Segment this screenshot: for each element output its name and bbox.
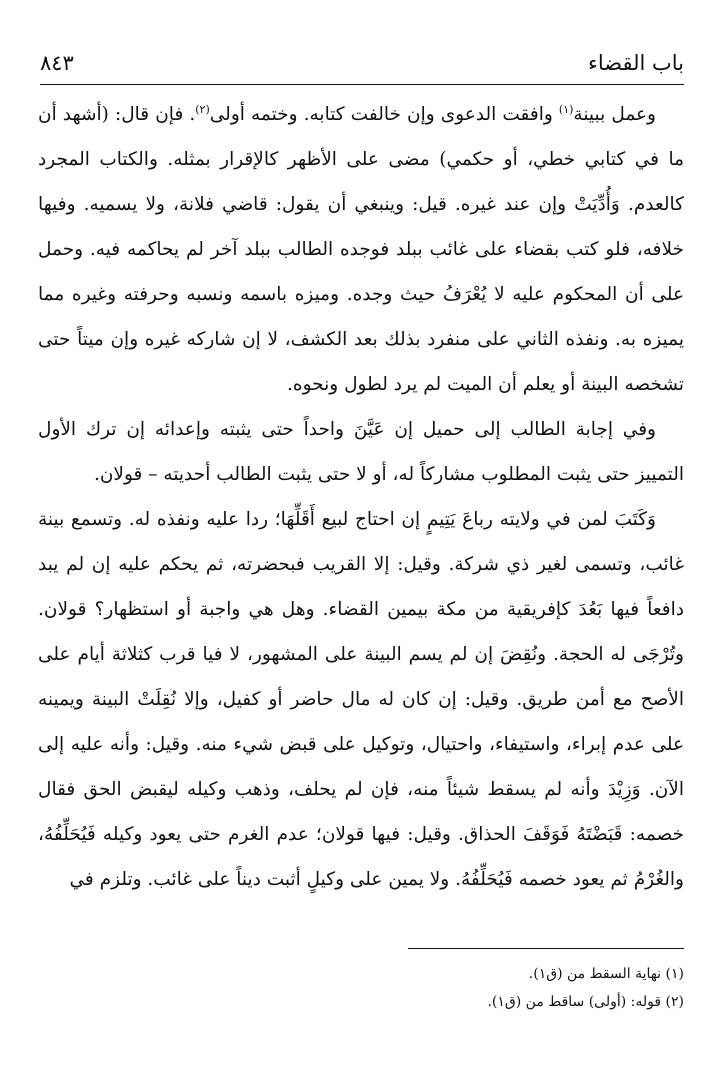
paragraph-3: وَكَتَبَ لمن في ولايته رباعَ يَتِيمٍ إن احتاج لبيع أَقَلِّهَا؛ ردا عليه ونفذه له. وتسمع بينة غائب، وتسمى لغير ذي شركة. وقيل: إلا القريب فبحضرته، ثم يحكم عليه إن لم يبد دافعاً فيها بَعُدَ كإفريقية من مكة بيمين القضاء. وهل هي واجبة أو استظهار؟ قولان. وتُرْجَى له الحجة. ونُقِضَ إن لم يسم البينة على المشهور، لا فيا قرب كثلاثة أيام على الأصح مع أمن طريق. وقيل: إن كان له مال حاضر أو كفيل، وإلا نُقِلَتْ البينة ويمينه على عدم إبراء، واستيفاء، واحتيال، وتوكيل على قبض شيء منه. وقيل: وأنه عليه إلى الآن. وَزِيْدَ وأنه لم يسقط شيئاً منه، فإن لم يحلف، وذهب وكيله ليقبض الحق فقال خصمه: قَبَضْتَهُ فَوَقَفَ الحذاق. وقيل: فيها قولان؛ عدم الغرم حتى يعود وكيله فَيُحَلِّفُهُ، والغُرْمُ ثم يعود خصمه فَيُحَلِّفُهُ. ولا يمين على وكيلٍ أثبت ديناً على غائب. وتلزم في xyxy=(38,509,684,890)
running-header xyxy=(40,46,684,80)
footnote-ref-2: (٢) xyxy=(195,102,210,116)
paragraph-1-start: وعمل ببينة xyxy=(573,104,656,125)
footnote-rule xyxy=(408,948,684,949)
chapter-title: باب القضاء xyxy=(587,51,684,75)
footnotes xyxy=(300,960,684,1016)
page-number: ٨٤٣ xyxy=(40,51,74,75)
footnote-1: (١) نهاية السقط من (ق١). xyxy=(528,966,684,982)
main-text xyxy=(38,92,684,902)
paragraph-1 xyxy=(38,92,684,407)
footnote-ref-1: (١) xyxy=(558,102,574,116)
paragraph-1-middle: وافقت الدعوى وإن خالفت كتابه. وختمه أولى xyxy=(209,104,559,125)
footnote-2: (٢) قوله: (أولى) ساقط من (ق١). xyxy=(487,994,684,1010)
paragraph-1-end: . فإن قال: (أشهد أن ما في كتابي خطي، أو حكمي) مضى على الأظهر كالإقرار بمثله. والكتاب المجرد كالعدم. وَأُدِّيَتْ وإن عند غيره. قيل: وينبغي أن يقول: قاضي فلانة، ولا يسميه. وفيها خلافه، فلو كتب بقضاء على غائب ببلد فوجده الطالب ببلد آخر لم يحاكمه فيه. وحمل على أن المحكوم عليه لا يُعْرَفُ حيث وجده. وميزه باسمه ونسبه وحرفته وغيره مما يميزه به. ونفذه الثاني على منفرد بذلك بعد الكشف، لا إن شاركه غيره وإن ميتاً حتى تشخصه البينة أو يعلم أن الميت لم يرد لطول ونحوه. xyxy=(38,104,684,395)
header-rule xyxy=(40,84,684,85)
paragraph-2: وفي إجابة الطالب إلى حميل إن عَيَّنَ واحداً حتى يثبته وإعدائه إن ترك الأول التمييز حتى يثبت المطلوب مشاركاً له، أو لا حتى يثبت الطالب أحديته – قولان. xyxy=(38,419,684,485)
